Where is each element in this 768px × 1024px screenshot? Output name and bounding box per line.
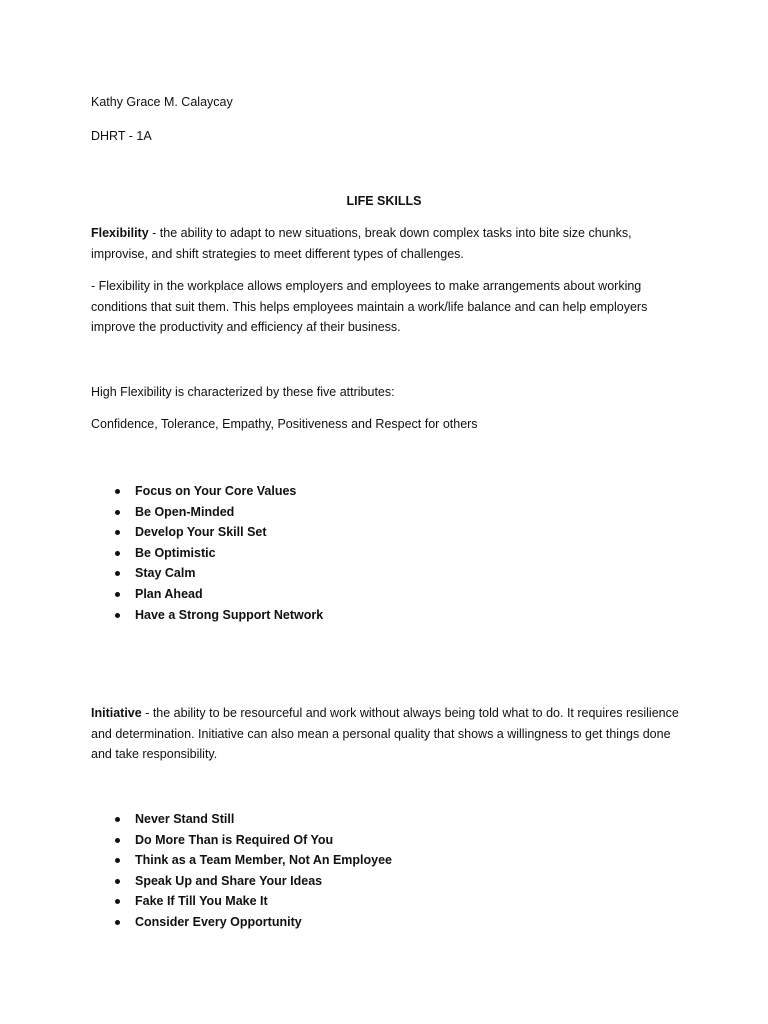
flexibility-tips-list bbox=[91, 481, 323, 625]
list-item bbox=[91, 830, 392, 851]
bullet-icon bbox=[115, 920, 120, 925]
list-item-text: Fake If Till You Make It bbox=[135, 894, 268, 909]
list-item-text: Stay Calm bbox=[135, 566, 196, 581]
bullet-icon bbox=[115, 571, 120, 576]
initiative-term: Initiative bbox=[91, 706, 142, 720]
list-item bbox=[91, 850, 392, 871]
list-item bbox=[91, 481, 323, 502]
flexibility-term: Flexibility bbox=[91, 226, 149, 240]
bullet-icon bbox=[115, 592, 120, 597]
document-title: LIFE SKILLS bbox=[346, 194, 422, 208]
list-item-text: Consider Every Opportunity bbox=[135, 914, 302, 929]
list-item-text: Be Optimistic bbox=[135, 545, 216, 560]
bullet-icon bbox=[115, 530, 120, 535]
list-item-text: Develop Your Skill Set bbox=[135, 525, 267, 540]
list-item bbox=[91, 912, 392, 933]
list-item bbox=[91, 563, 323, 584]
bullet-icon bbox=[115, 551, 120, 556]
flexibility-workplace-text: - Flexibility in the workplace allows employers and employees to make arrangements about working conditions that suit them. This helps employees maintain a work/life balance and can help employers improve the productivity and efficiency af their business. bbox=[91, 279, 648, 334]
flexibility-definition-text: - the ability to adapt to new situations, break down complex tasks into bite size chunks, improvise, and shift strategies to meet different types of challenges. bbox=[91, 226, 632, 261]
bullet-icon bbox=[115, 489, 120, 494]
list-item-text: Be Open-Minded bbox=[135, 504, 235, 519]
list-item bbox=[91, 584, 323, 605]
class-section: DHRT - 1A bbox=[91, 129, 152, 143]
list-item-text: Speak Up and Share Your Ideas bbox=[135, 873, 323, 888]
bullet-icon bbox=[115, 858, 120, 863]
initiative-definition-text: - the ability to be resourceful and work without always being told what to do. It requires resilience and determination. Initiative can also mean a personal quality that shows a willingness to get things done and take responsibility. bbox=[91, 706, 679, 761]
list-item-text: Focus on Your Core Values bbox=[135, 484, 297, 498]
list-item bbox=[91, 809, 392, 830]
list-item bbox=[91, 502, 323, 523]
bullet-icon bbox=[115, 817, 120, 822]
list-item bbox=[91, 543, 323, 564]
attributes-intro: High Flexibility is characterized by these five attributes: bbox=[91, 385, 395, 399]
author-name: Kathy Grace M. Calaycay bbox=[91, 95, 233, 109]
initiative-tips-list bbox=[91, 809, 392, 933]
list-item-text: Plan Ahead bbox=[135, 586, 203, 601]
flexibility-definition bbox=[91, 223, 691, 264]
list-item-text: Have a Strong Support Network bbox=[135, 607, 324, 622]
bullet-icon bbox=[115, 510, 120, 515]
attributes-list: Confidence, Tolerance, Empathy, Positiveness and Respect for others bbox=[91, 417, 478, 431]
bullet-icon bbox=[115, 613, 120, 618]
bullet-icon bbox=[115, 879, 120, 884]
initiative-definition bbox=[91, 703, 691, 765]
bullet-icon bbox=[115, 899, 120, 904]
list-item bbox=[91, 891, 392, 912]
list-item-text: Never Stand Still bbox=[135, 812, 235, 826]
flexibility-workplace-paragraph bbox=[91, 276, 691, 338]
list-item-text: Do More Than is Required Of You bbox=[135, 832, 334, 847]
list-item-text: Think as a Team Member, Not An Employee bbox=[135, 853, 393, 868]
list-item bbox=[91, 871, 392, 892]
list-item bbox=[91, 605, 323, 626]
bullet-icon bbox=[115, 838, 120, 843]
list-item bbox=[91, 522, 323, 543]
